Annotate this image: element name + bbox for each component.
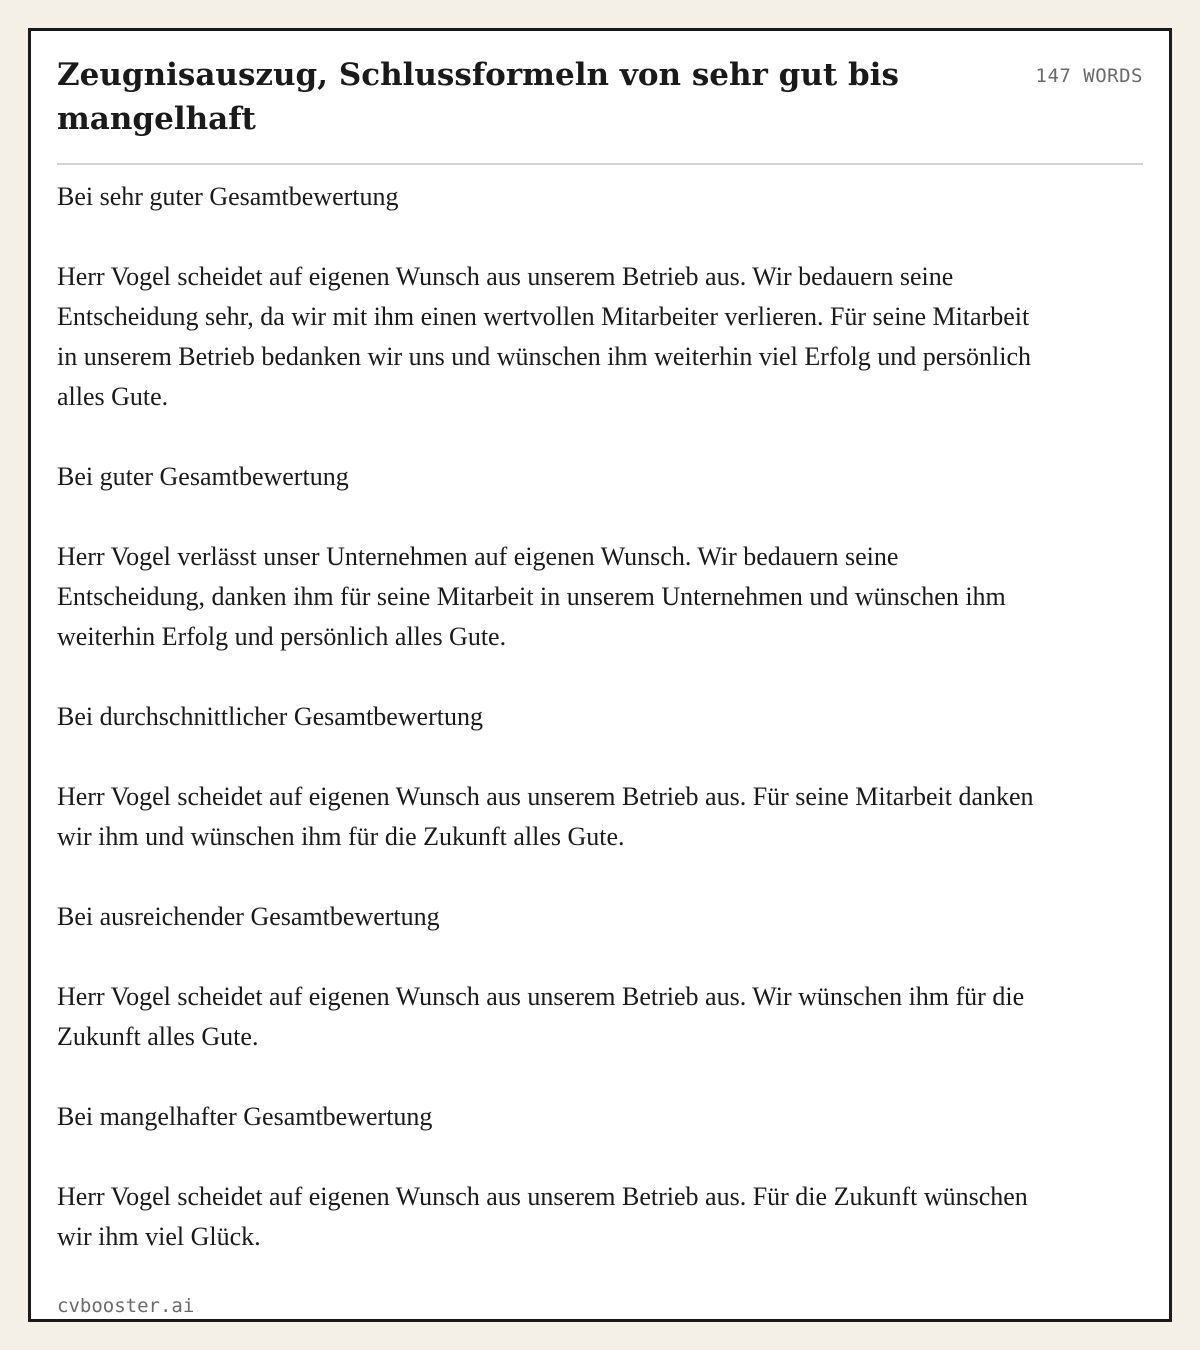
document-body <box>57 177 1047 1257</box>
section-text-durchschnittlich: Herr Vogel scheidet auf eigenen Wunsch aus unserem Betrieb aus. Für seine Mitarbeit danken wir ihm und wünschen ihm für die Zukunft alles Gute. <box>57 782 1034 851</box>
word-count-label: 147 WORDS <box>1035 65 1143 87</box>
section-text-mangelhaft: Herr Vogel scheidet auf eigenen Wunsch aus unserem Betrieb aus. Für die Zukunft wünschen wir ihm viel Glück. <box>57 1182 1028 1251</box>
document-title: Zeugnisauszug, Schlussformeln von sehr gut bis mangelhaft <box>57 57 899 137</box>
section-heading-mangelhaft: Bei mangelhafter Gesamtbewertung <box>57 1102 433 1131</box>
section-heading-ausreichend: Bei ausreichender Gesamtbewertung <box>57 902 440 931</box>
section-text-sehr-gut: Herr Vogel scheidet auf eigenen Wunsch aus unserem Betrieb aus. Wir bedauern seine Entscheidung sehr, da wir mit ihm einen wertvollen Mitarbeiter verlieren. Für seine Mitarbeit in unserem Betrieb bedanken wir uns und wünschen ihm weiterhin viel Erfolg und persönlich alles Gute. <box>57 262 1032 411</box>
document-header <box>57 53 1143 165</box>
document-card <box>28 28 1172 1322</box>
brand-footer: cvbooster.ai <box>57 1295 195 1317</box>
section-text-ausreichend: Herr Vogel scheidet auf eigenen Wunsch aus unserem Betrieb aus. Wir wünschen ihm für die Zukunft alles Gute. <box>57 982 1025 1051</box>
section-heading-sehr-gut: Bei sehr guter Gesamtbewertung <box>57 182 399 211</box>
section-heading-durchschnittlich: Bei durchschnittlicher Gesamtbewertung <box>57 702 483 731</box>
section-heading-gut: Bei guter Gesamtbewertung <box>57 462 349 491</box>
section-text-gut: Herr Vogel verlässt unser Unternehmen auf eigenen Wunsch. Wir bedauern seine Entscheidung, danken ihm für seine Mitarbeit in unserem Unternehmen und wünschen ihm weiterhin Erfolg und persönlich alles Gute. <box>57 542 1006 651</box>
